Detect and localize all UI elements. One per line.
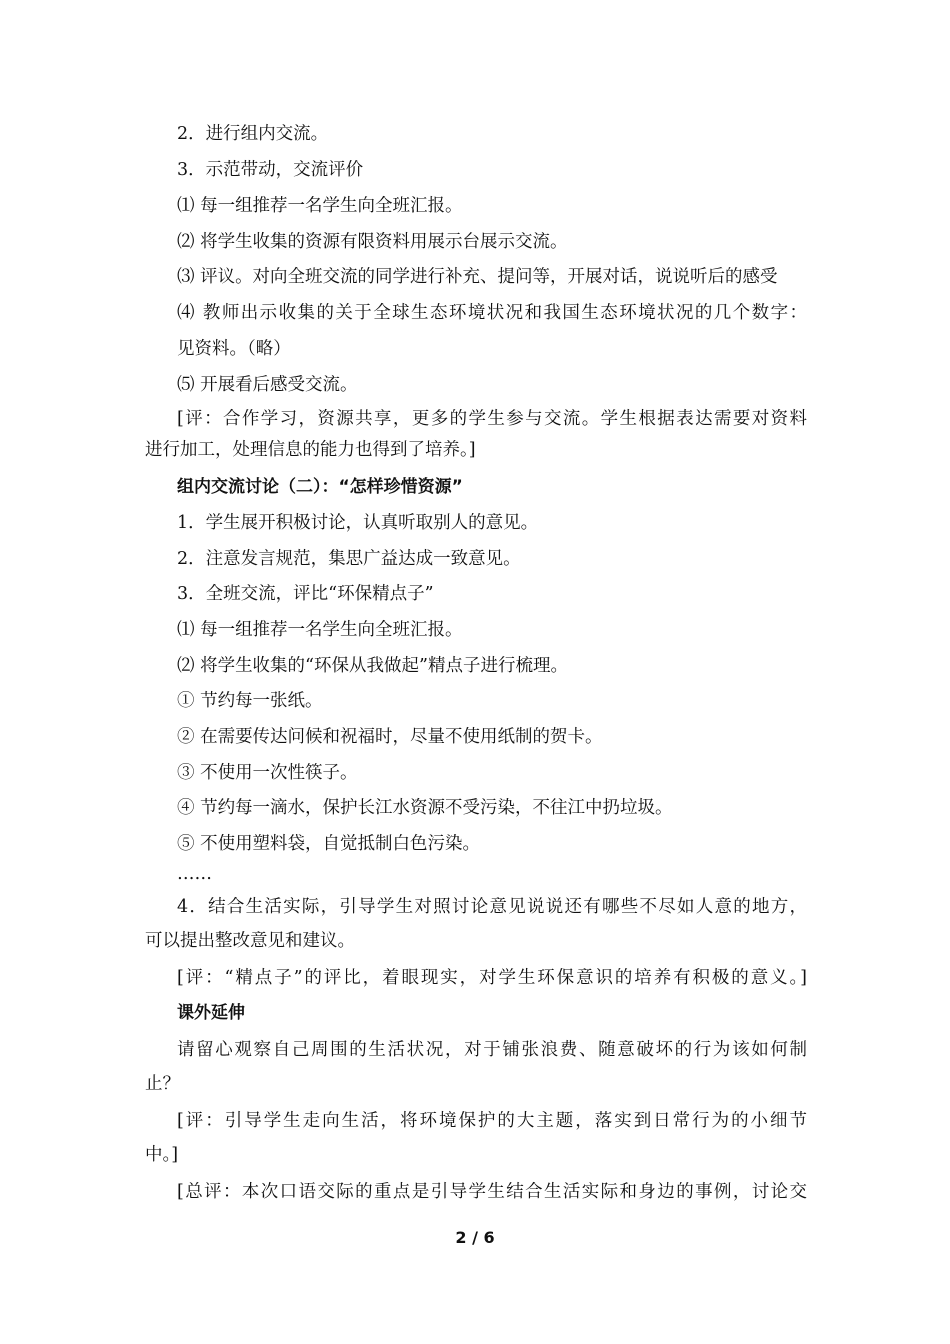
text-line: ⑶ 评议。对向全班交流的同学进行补充、提问等，开展对话，说说听后的感受 — [177, 267, 778, 287]
list-item: ⑤ 不使用塑料袋，自觉抵制白色污染。 — [177, 834, 481, 854]
text-line: 3．示范带动，交流评价 — [177, 160, 364, 180]
text-line: ⑵ 将学生收集的“环保从我做起”精点子进行梳理。 — [177, 656, 568, 676]
section-heading: 课外延伸 — [177, 1003, 245, 1023]
comment-line: [总评：本次口语交际的重点是引导学生结合生活实际和身边的事例，讨论交 — [177, 1182, 807, 1202]
text-line: ⑴ 每一组推荐一名学生向全班汇报。 — [177, 196, 463, 216]
text-line: 见资料。（略） — [177, 339, 291, 359]
comment-line: [评：合作学习，资源共享，更多的学生参与交流。学生根据表达需要对资料 — [177, 409, 807, 429]
text-line: ⑷ 教师出示收集的关于全球生态环境状况和我国生态环境状况的几个数字： — [177, 303, 807, 323]
text-line: ⑴ 每一组推荐一名学生向全班汇报。 — [177, 620, 463, 640]
text-line: 2．注意发言规范，集思广益达成一致意见。 — [177, 549, 521, 569]
text-line: 3．全班交流，评比“环保精点子” — [177, 584, 434, 604]
section-heading: 组内交流讨论（二）：“怎样珍惜资源” — [177, 477, 463, 497]
list-item: ④ 节约每一滴水，保护长江水资源不受污染，不往江中扔垃圾。 — [177, 798, 673, 818]
comment-line: 中。] — [145, 1145, 179, 1165]
text-line: ⑸ 开展看后感受交流。 — [177, 375, 358, 395]
text-line: 4．结合生活实际，引导学生对照讨论意见说说还有哪些不尽如人意的地方， — [177, 897, 807, 917]
comment-line: 进行加工，处理信息的能力也得到了培养。] — [145, 440, 476, 460]
text-line: 2．进行组内交流。 — [177, 124, 329, 144]
comment-line: [评：引导学生走向生活，将环境保护的大主题，落实到日常行为的小细节 — [177, 1111, 807, 1131]
comment-line: [评：“精点子”的评比，着眼现实，对学生环保意识的培养有积极的意义。] — [177, 968, 807, 988]
text-line: ⑵ 将学生收集的资源有限资料用展示台展示交流。 — [177, 232, 568, 252]
text-line: 止？ — [145, 1074, 180, 1094]
ellipsis: …… — [177, 864, 212, 884]
text-line: 可以提出整改意见和建议。 — [145, 931, 355, 951]
page-number: 2 / 6 — [455, 1228, 495, 1247]
list-item: ② 在需要传达问候和祝福时，尽量不使用纸制的贺卡。 — [177, 727, 603, 747]
list-item: ③ 不使用一次性筷子。 — [177, 763, 358, 783]
text-line: 请留心观察自己周围的生活状况，对于铺张浪费、随意破坏的行为该如何制 — [177, 1040, 807, 1060]
text-line: 1．学生展开积极讨论，认真听取别人的意见。 — [177, 513, 539, 533]
list-item: ① 节约每一张纸。 — [177, 691, 323, 711]
